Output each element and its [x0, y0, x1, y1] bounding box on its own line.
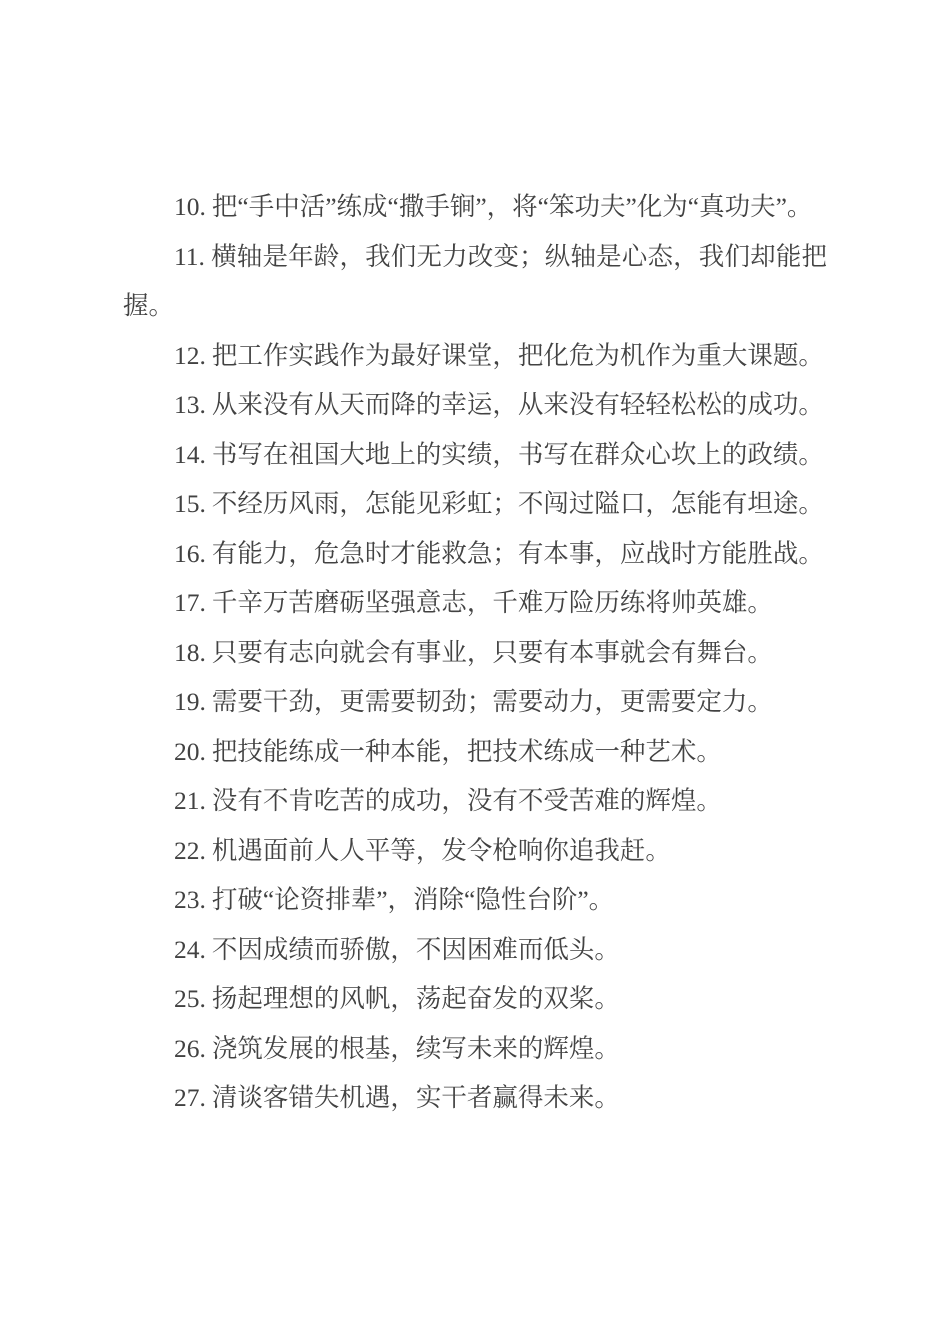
list-item-14 [123, 430, 827, 480]
item-text: 把工作实践作为最好课堂，把化危为机作为重大课题。 [211, 340, 824, 370]
list-item-27 [123, 1073, 827, 1123]
list-item-13 [123, 380, 827, 430]
item-number: 17. [174, 588, 206, 617]
item-text: 横轴是年龄，我们无力改变；纵轴是心态，我们却能把握。 [123, 241, 827, 320]
item-number: 21. [174, 786, 206, 815]
item-text: 没有不肯吃苦的成功，没有不受苦难的辉煌。 [211, 786, 722, 815]
item-text: 打破“论资排辈”，消除“隐性台阶”。 [211, 885, 615, 914]
list-item-16 [123, 529, 827, 579]
item-text: 把“手中活”练成“撒手锏”，将“笨功夫”化为“真功夫”。 [211, 192, 813, 221]
list-item-22 [123, 826, 827, 876]
item-text: 不因成绩而骄傲，不因困难而低头。 [211, 934, 620, 964]
item-text: 从来没有从天而降的幸运，从来没有轻轻松松的成功。 [211, 390, 824, 419]
item-number: 19. [174, 687, 206, 716]
item-number: 15. [174, 489, 206, 518]
list-item-17 [123, 578, 827, 628]
list-item-25 [123, 974, 827, 1024]
item-number: 22. [174, 835, 206, 865]
list-item-23 [123, 875, 827, 925]
list-item-21 [123, 776, 827, 826]
item-number: 27. [174, 1083, 206, 1112]
list-item-26 [123, 1024, 827, 1074]
item-text: 只要有志向就会有事业，只要有本事就会有舞台。 [211, 637, 773, 667]
item-number: 11. [174, 241, 205, 271]
list-item-24 [123, 925, 827, 975]
item-number: 23. [174, 885, 206, 914]
item-text: 扬起理想的风帆，荡起奋发的双桨。 [211, 984, 620, 1013]
item-number: 10. [174, 192, 206, 221]
item-number: 18. [174, 637, 206, 667]
list-item-18 [123, 628, 827, 678]
item-number: 24. [174, 934, 206, 964]
item-number: 12. [174, 340, 206, 370]
item-number: 14. [174, 439, 206, 469]
list-item-10 [123, 182, 827, 232]
item-text: 书写在祖国大地上的实绩，书写在群众心坎上的政绩。 [211, 439, 824, 469]
item-text: 有能力，危急时才能救急；有本事，应战时方能胜战。 [211, 538, 824, 568]
item-text: 把技能练成一种本能，把技术练成一种艺术。 [211, 736, 722, 766]
item-text: 浇筑发展的根基，续写未来的辉煌。 [211, 1033, 620, 1063]
item-text: 需要干劲，更需要韧劲；需要动力，更需要定力。 [211, 687, 773, 716]
list-item-20 [123, 727, 827, 777]
item-text: 清谈客错失机遇，实干者赢得未来。 [211, 1083, 620, 1112]
list-item-11 [123, 232, 827, 331]
item-text: 不经历风雨，怎能见彩虹；不闯过隘口，怎能有坦途。 [211, 489, 824, 518]
list-item-19 [123, 677, 827, 727]
list-item-15 [123, 479, 827, 529]
item-text: 千辛万苦磨砺坚强意志，千难万险历练将帅英雄。 [211, 588, 773, 617]
item-number: 25. [174, 984, 206, 1013]
item-text: 机遇面前人人平等，发令枪响你追我赶。 [211, 835, 671, 865]
document-body [123, 0, 827, 1123]
item-number: 20. [174, 736, 206, 766]
item-number: 16. [174, 538, 206, 568]
list-item-12 [123, 331, 827, 381]
item-number: 13. [174, 390, 206, 419]
item-number: 26. [174, 1033, 206, 1063]
